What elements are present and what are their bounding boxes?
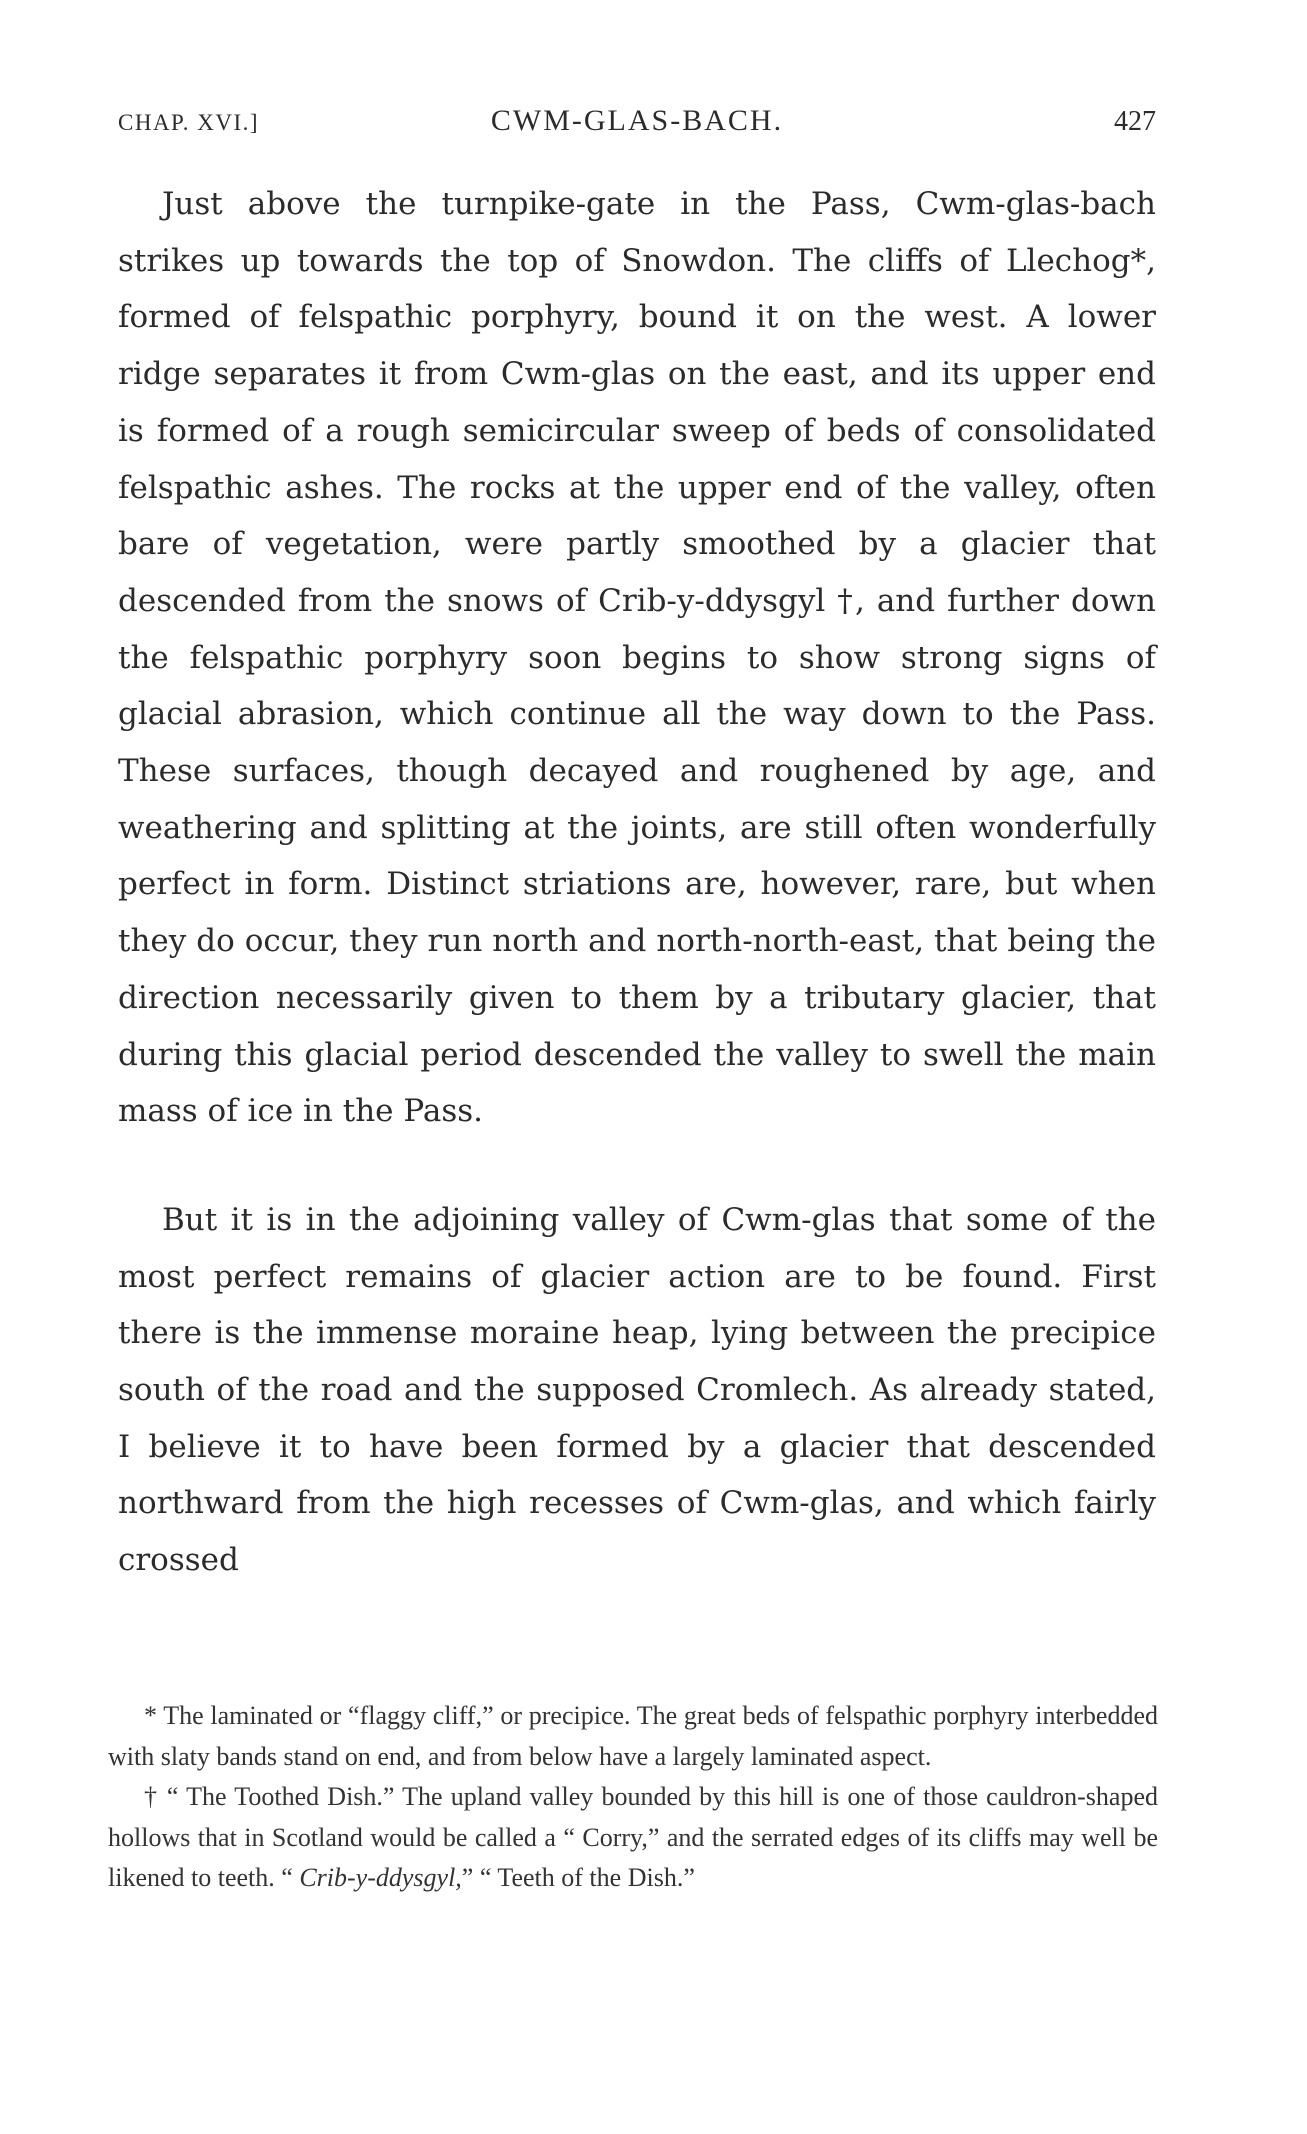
main-text bbox=[118, 176, 1156, 1589]
footnote-2-welsh-term: Crib-y-ddysgyl, bbox=[299, 1863, 462, 1892]
footnote-2 bbox=[108, 1777, 1158, 1899]
page-title: CWM-GLAS-BACH. bbox=[490, 104, 784, 137]
chapter-label: CHAP. XVI.] bbox=[118, 110, 260, 135]
paragraph-1: Just above the turnpike-gate in the Pass, Cwm-glas-bach strikes up towards the top of Snowdon. The cliffs of Llechog*, formed of felspathic porphyry, bound it on the west. A lower ridge separates it from Cwm-glas on the east, and its upper end is formed of a rough semicircular sweep of beds of consolidated felspathic ashes. The rocks at the upper end of the valley, often bare of vegetation, were partly smoothed by a glacier that descended from the snows of Crib-y-ddysgyl †, and further down the felspathic porphyry soon begins to show strong signs of glacial abrasion, which continue all the way down to the Pass. These surfaces, though decayed and roughened by age, and weathering and splitting at the joints, are still often wonderfully perfect in form. Distinct striations are, however, rare, but when they do occur, they run north and north-north-east, that being the direction necessarily given to them by a tributary glacier, that during this glacial period descended the valley to swell the main mass of ice in the Pass. bbox=[118, 186, 1156, 1130]
footnotes bbox=[108, 1696, 1158, 1899]
footnote-2-text: † “ The Toothed Dish.” The upland valley bounded by this hill is one of those cauldron-shaped hollows that in Scotland would be called a “ Corry,” and the serrated edges of its cliffs may well be likened to teeth. “ bbox=[108, 1782, 1158, 1892]
footnote-1: * The laminated or “flaggy cliff,” or precipice. The great beds of felspathic porphyry interbedded with slaty bands stand on end, and from below have a largely laminated aspect. bbox=[108, 1701, 1158, 1771]
footnote-2-end: ” “ Teeth of the Dish.” bbox=[461, 1863, 695, 1892]
paragraph-2: But it is in the adjoining valley of Cwm-glas that some of the most perfect remains of glacier action are to be found. First there is the immense moraine heap, lying between the precipice south of the road and the supposed Cromlech. As already stated, I believe it to have been formed by a glacier that descended northward from the high recesses of Cwm-glas, and which fairly crossed bbox=[118, 1201, 1156, 1579]
page-number: 427 bbox=[1114, 106, 1156, 137]
running-head bbox=[118, 104, 1156, 144]
